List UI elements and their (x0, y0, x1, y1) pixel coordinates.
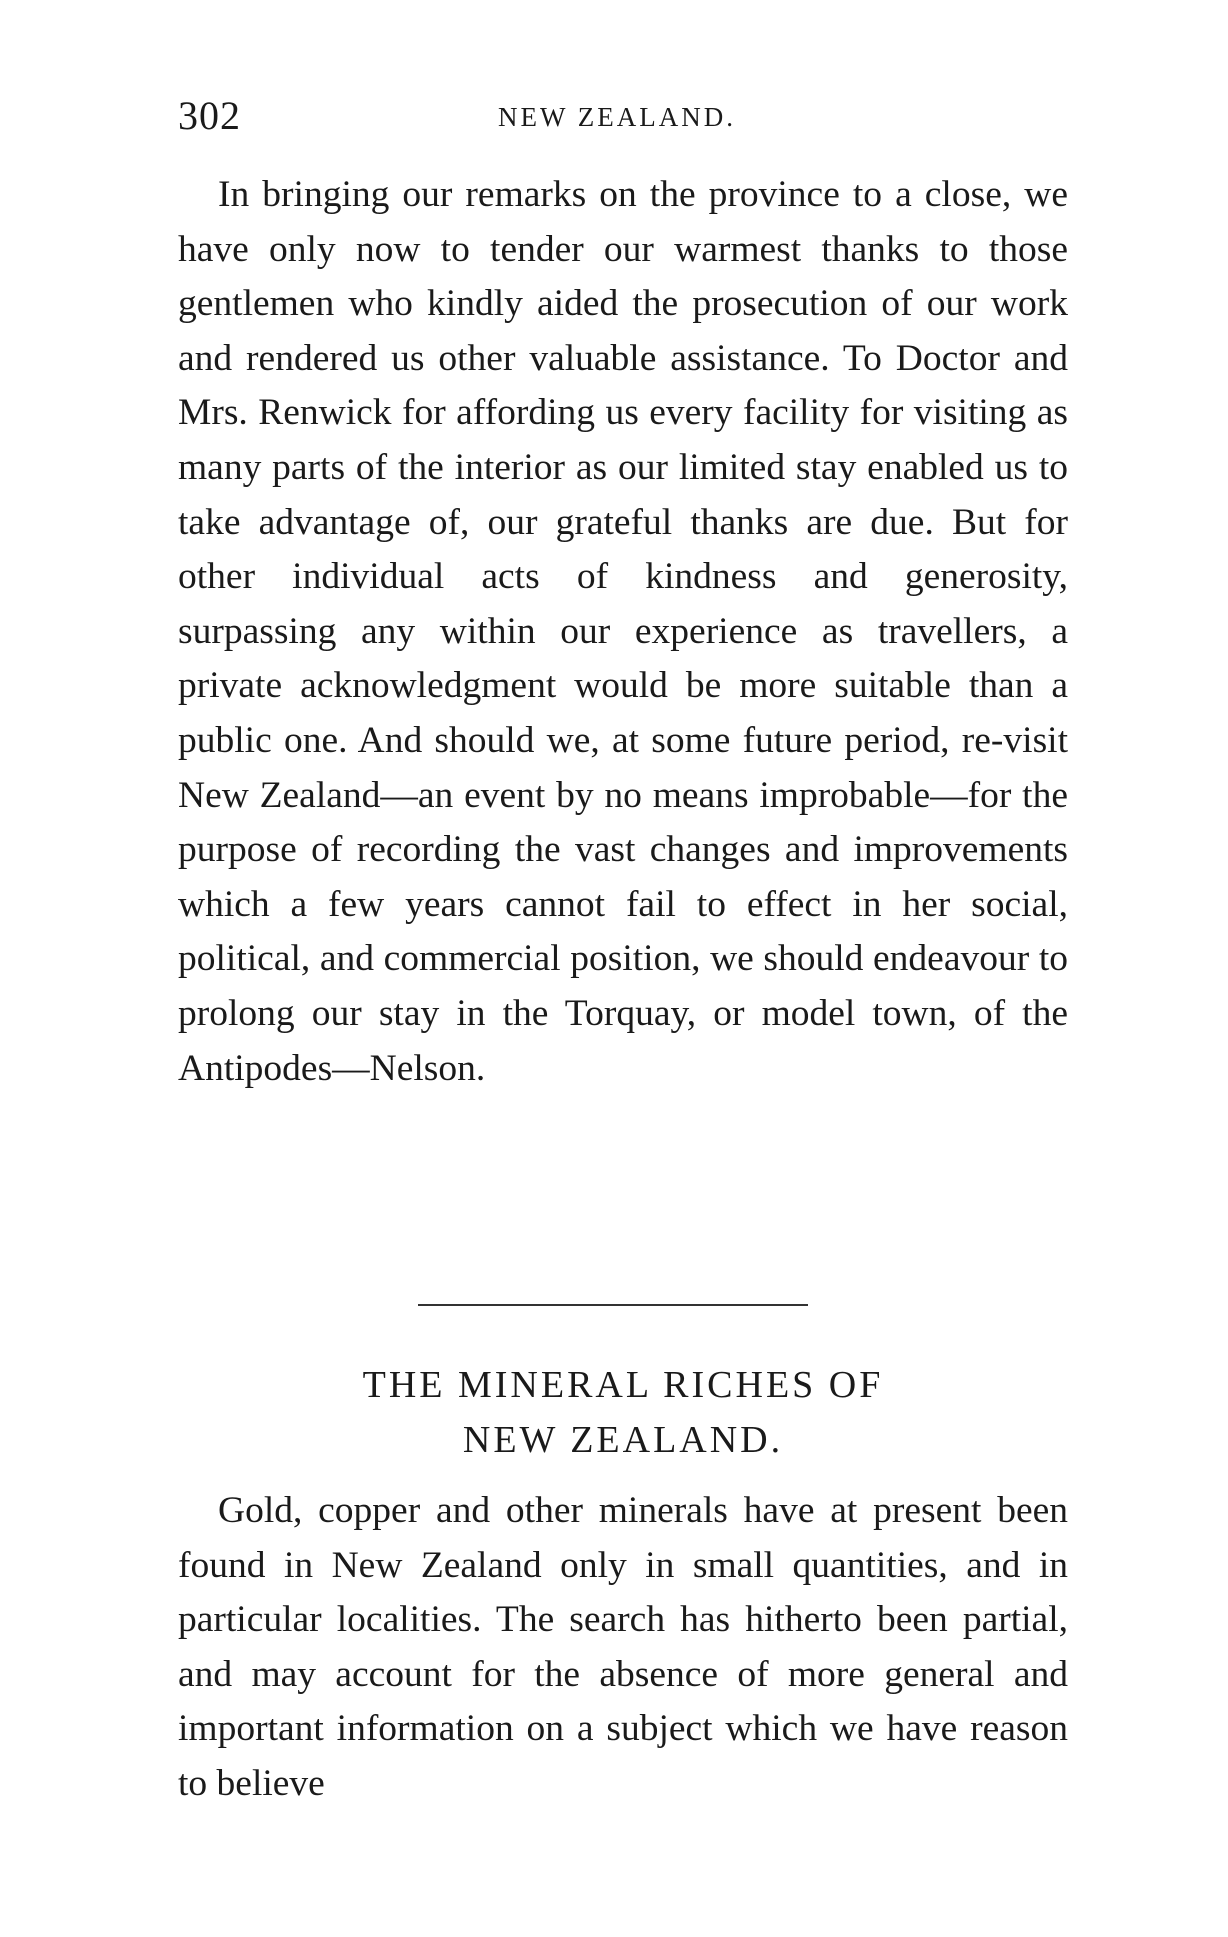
paragraph-acknowledgments: In bringing our remarks on the province to a close, we have only now to tender our warmest thanks to those gentlemen who kindly aided the prosecution of our work and rendered us other valuable assistance. To Doctor and Mrs. Renwick for affording us every facility for visiting as many parts of the interior as our limited stay enabled us to take advantage of, our grateful thanks are due. But for other individual acts of kindness and generosity, surpassing any within our experience as travellers, a private acknowledgment would be more suitable than a public one. And should we, at some future period, re-visit New Zealand—an event by no means improbable—for the purpose of recording the vast changes and improvements which a few years cannot fail to effect in her social, political, and commercial position, we should endeavour to prolong our stay in the Torquay, or model town, of the Antipodes—Nelson. (178, 174, 1068, 1089)
paragraph-minerals: Gold, copper and other minerals have at present been found in New Zealand only in small quantities, and in particular localities. The search has hitherto been partial, and may account for the absence of more general and important information on a subject which we have reason to believe (178, 1490, 1068, 1804)
page-number: 302 (178, 93, 241, 138)
section-divider (418, 1304, 808, 1306)
running-title: NEW ZEALAND. (498, 102, 736, 132)
section-heading (178, 1358, 1068, 1468)
section-heading-line-1: THE MINERAL RICHES OF (362, 1364, 884, 1406)
running-head (178, 92, 1078, 142)
section-heading-line-2: NEW ZEALAND. (462, 1419, 784, 1461)
